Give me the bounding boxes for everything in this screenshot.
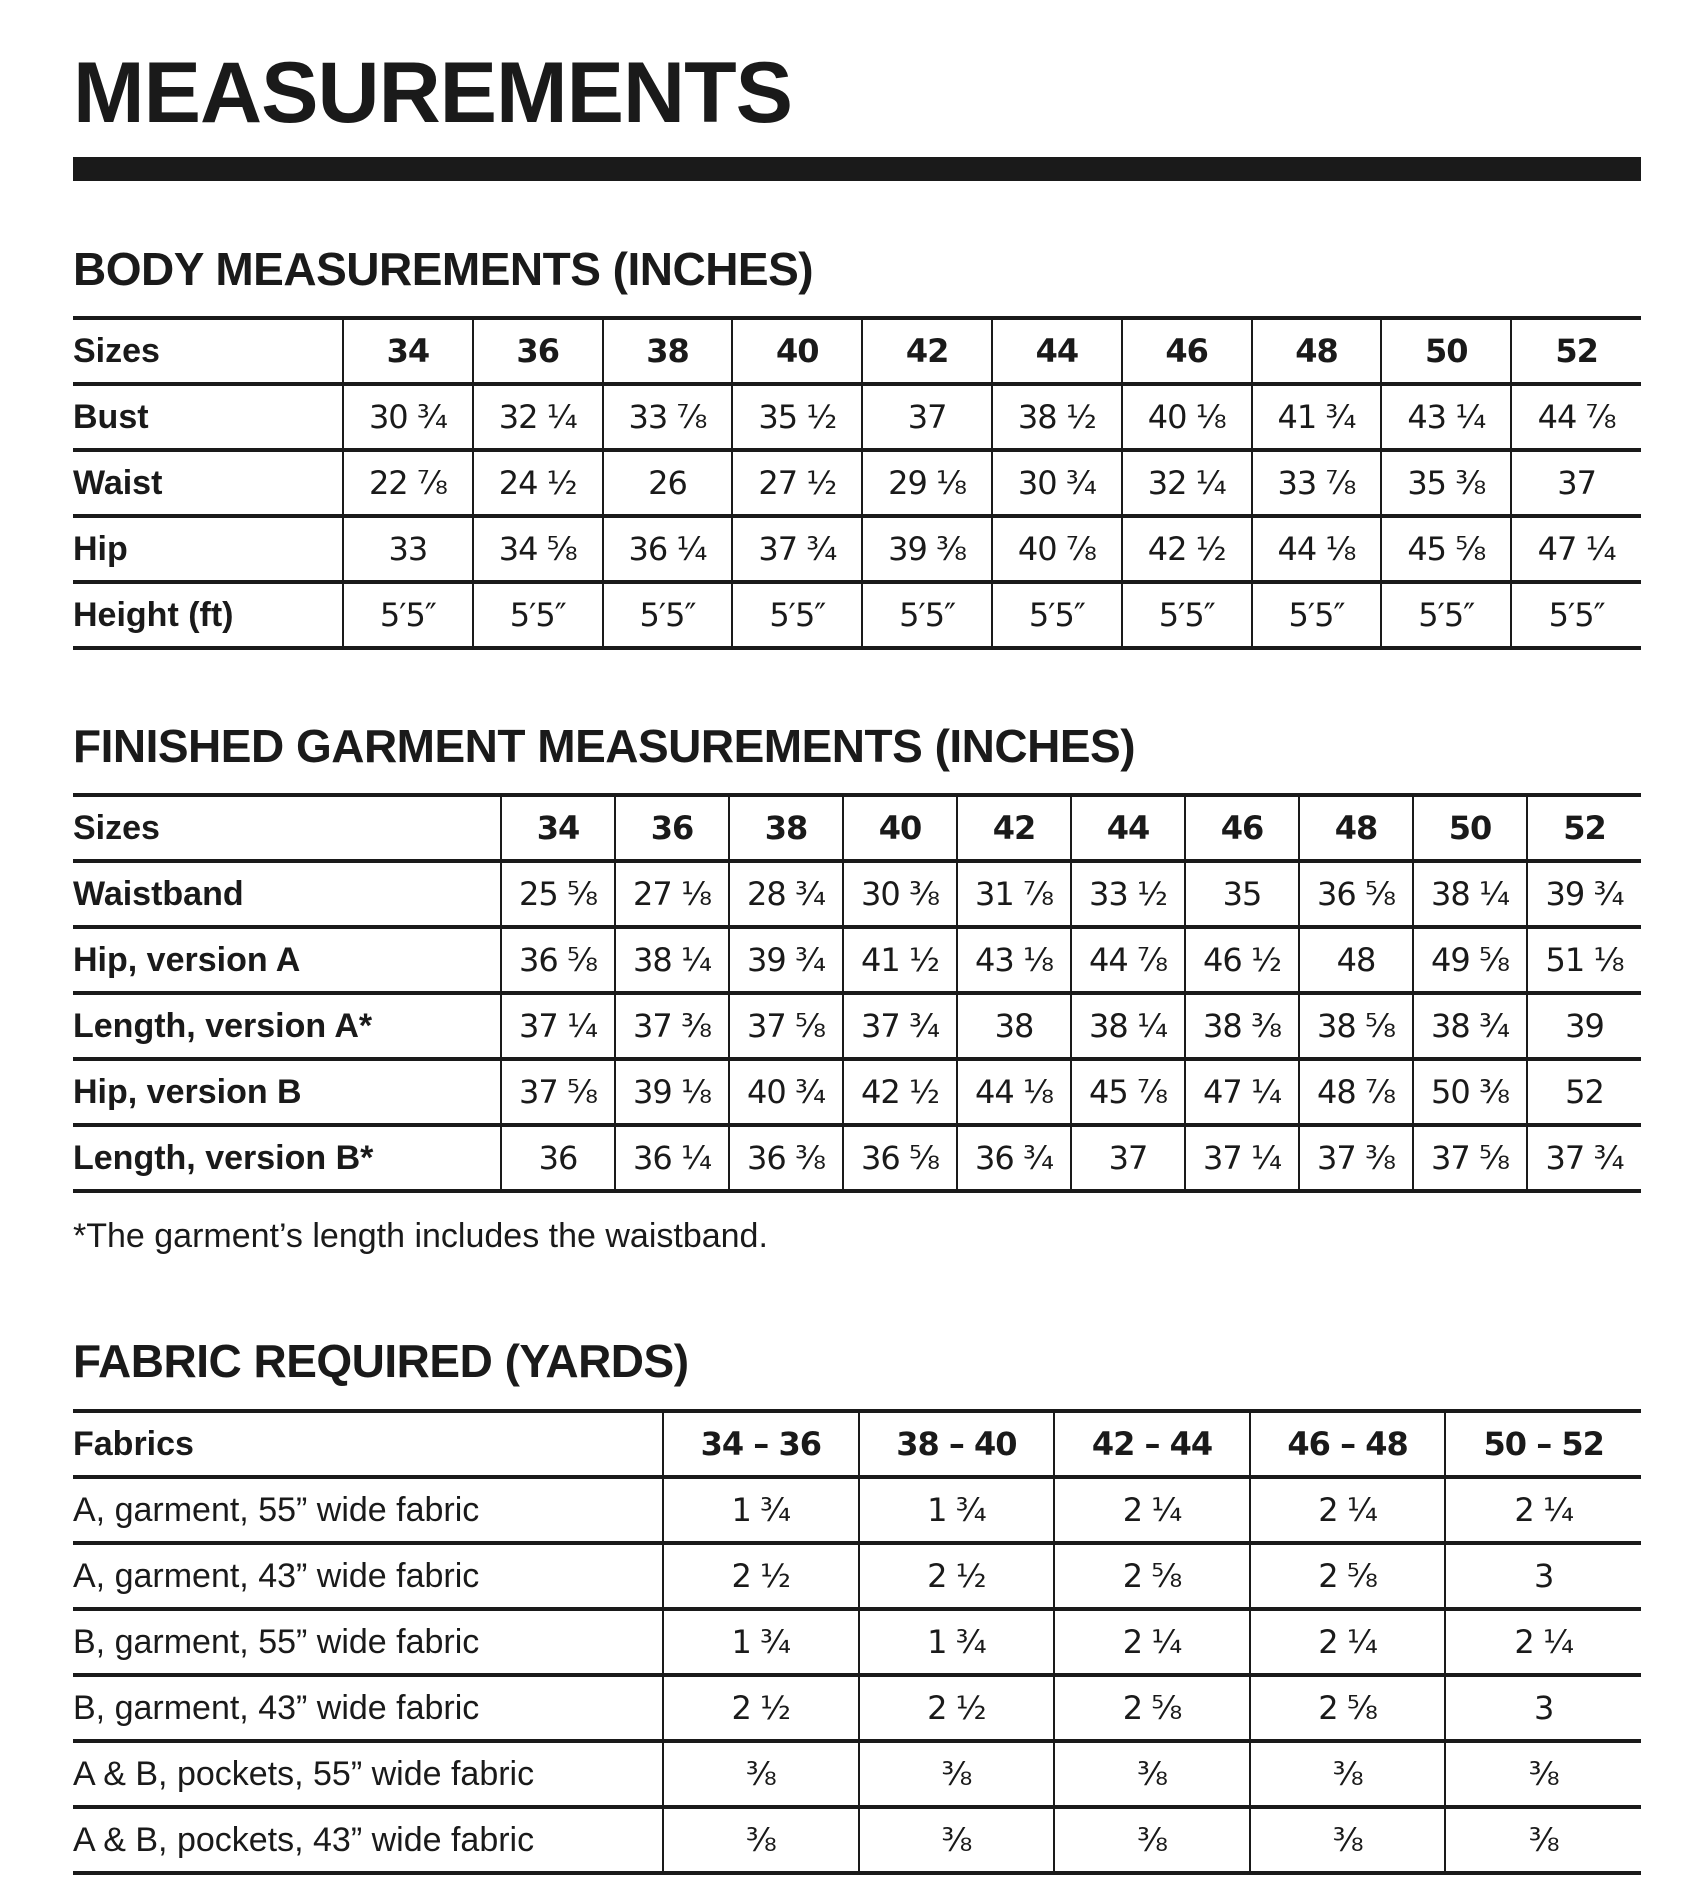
table-cell: 39 ⅜ [862, 516, 992, 582]
table-cell: 45 ⅝ [1381, 516, 1511, 582]
table-cell: 3 [1445, 1543, 1641, 1609]
row-label: Length, version B* [73, 1125, 501, 1191]
table-cell: 31 ⅞ [957, 861, 1071, 927]
table-cell: 1 ¾ [859, 1609, 1055, 1675]
table-cell: 43 ¼ [1381, 384, 1511, 450]
row-label: A, garment, 55” wide fabric [73, 1477, 663, 1543]
table-cell: 38 ¾ [1413, 993, 1527, 1059]
table-cell: 33 ½ [1071, 861, 1185, 927]
column-header: 50 [1381, 318, 1511, 384]
table-row [73, 1125, 1641, 1191]
title-divider [73, 157, 1641, 181]
table-cell: 27 ½ [732, 450, 862, 516]
table-cell: 36 ¼ [603, 516, 733, 582]
table-cell: 2 ½ [663, 1543, 859, 1609]
column-header: 52 [1527, 795, 1641, 861]
table-row [73, 1741, 1641, 1807]
body-measurements-heading: BODY MEASUREMENTS (INCHES) [73, 243, 814, 295]
table-cell: ⅜ [663, 1807, 859, 1873]
table-cell: 42 ½ [1122, 516, 1252, 582]
table-cell: 37 [862, 384, 992, 450]
table-cell: 47 ¼ [1511, 516, 1641, 582]
row-label: Waist [73, 450, 343, 516]
table-cell: 37 ⅝ [1413, 1125, 1527, 1191]
table-cell: 32 ¼ [1122, 450, 1252, 516]
table-cell: 22 ⅞ [343, 450, 473, 516]
fabric-required-heading: FABRIC REQUIRED (YARDS) [73, 1335, 689, 1387]
table-cell: 32 ¼ [473, 384, 603, 450]
table-cell: ⅜ [1054, 1807, 1250, 1873]
table-cell: 37 [1511, 450, 1641, 516]
table-cell: 51 ⅛ [1527, 927, 1641, 993]
table-cell: 37 ¼ [1185, 1125, 1299, 1191]
row-label: Height (ft) [73, 582, 343, 648]
table-cell: ⅜ [663, 1741, 859, 1807]
table-cell: 38 ¼ [1071, 993, 1185, 1059]
header-row [73, 795, 1641, 861]
table-row [73, 1675, 1641, 1741]
table-cell: 41 ¾ [1252, 384, 1382, 450]
table-cell: 2 ½ [859, 1675, 1055, 1741]
table-cell: 39 ¾ [1527, 861, 1641, 927]
table-cell: 52 [1527, 1059, 1641, 1125]
table-cell: 5′5″ [473, 582, 603, 648]
table-cell: 39 ⅛ [615, 1059, 729, 1125]
column-header: 34 – 36 [663, 1411, 859, 1477]
table-cell: 5′5″ [343, 582, 473, 648]
table-cell: 36 ⅜ [729, 1125, 843, 1191]
column-header: 46 – 48 [1250, 1411, 1446, 1477]
column-header-label: Sizes [73, 795, 501, 861]
column-header: 36 [473, 318, 603, 384]
table-cell: 35 ½ [732, 384, 862, 450]
table-cell: 5′5″ [732, 582, 862, 648]
table-cell: 37 ⅝ [501, 1059, 615, 1125]
row-label: A, garment, 43” wide fabric [73, 1543, 663, 1609]
column-header-label: Sizes [73, 318, 343, 384]
table-cell: 27 ⅛ [615, 861, 729, 927]
table-cell: ⅜ [859, 1741, 1055, 1807]
table-row [73, 1543, 1641, 1609]
column-header: 38 [603, 318, 733, 384]
table-cell: 37 ⅜ [615, 993, 729, 1059]
table-cell: 5′5″ [1252, 582, 1382, 648]
table-cell: 2 ¼ [1250, 1477, 1446, 1543]
table-cell: 45 ⅞ [1071, 1059, 1185, 1125]
column-header: 50 – 52 [1445, 1411, 1641, 1477]
table-row [73, 993, 1641, 1059]
table-cell: 38 ½ [992, 384, 1122, 450]
table-cell: 2 ½ [663, 1675, 859, 1741]
column-header: 42 – 44 [1054, 1411, 1250, 1477]
column-header: 46 [1122, 318, 1252, 384]
table-cell: 47 ¼ [1185, 1059, 1299, 1125]
table-cell: 26 [603, 450, 733, 516]
row-label: Hip [73, 516, 343, 582]
table-cell: 5′5″ [992, 582, 1122, 648]
table-cell: 28 ¾ [729, 861, 843, 927]
column-header: 40 [732, 318, 862, 384]
table-cell: 38 ⅝ [1299, 993, 1413, 1059]
table-cell: 50 ⅜ [1413, 1059, 1527, 1125]
table-cell: 2 ½ [859, 1543, 1055, 1609]
table-cell: 2 ⅝ [1250, 1543, 1446, 1609]
table-cell: ⅜ [1445, 1807, 1641, 1873]
column-header: 48 [1252, 318, 1382, 384]
table-cell: 44 ⅞ [1071, 927, 1185, 993]
column-header: 36 [615, 795, 729, 861]
table-cell: ⅜ [1445, 1741, 1641, 1807]
row-label: Hip, version B [73, 1059, 501, 1125]
column-header: 44 [992, 318, 1122, 384]
table-cell: 41 ½ [843, 927, 957, 993]
column-header-label: Fabrics [73, 1411, 663, 1477]
column-header: 44 [1071, 795, 1185, 861]
table-row [73, 1059, 1641, 1125]
table-cell: 36 ⅝ [501, 927, 615, 993]
table-row [73, 384, 1641, 450]
row-label: Bust [73, 384, 343, 450]
table-cell: 36 ¼ [615, 1125, 729, 1191]
column-header: 40 [843, 795, 957, 861]
table-row [73, 450, 1641, 516]
column-header: 34 [501, 795, 615, 861]
table-cell: 37 ¼ [501, 993, 615, 1059]
table-cell: 37 ¾ [843, 993, 957, 1059]
body-measurements-table [73, 316, 1641, 650]
table-cell: ⅜ [1250, 1741, 1446, 1807]
row-label: B, garment, 55” wide fabric [73, 1609, 663, 1675]
column-header: 46 [1185, 795, 1299, 861]
column-header: 52 [1511, 318, 1641, 384]
table-cell: 33 [343, 516, 473, 582]
table-cell: 38 [957, 993, 1071, 1059]
table-cell: 34 ⅝ [473, 516, 603, 582]
table-row [73, 1609, 1641, 1675]
table-cell: 30 ¾ [343, 384, 473, 450]
table-cell: 42 ½ [843, 1059, 957, 1125]
table-cell: 2 ⅝ [1054, 1543, 1250, 1609]
table-cell: 37 [1071, 1125, 1185, 1191]
table-cell: 36 ⅝ [1299, 861, 1413, 927]
table-cell: 36 ¾ [957, 1125, 1071, 1191]
table-cell: 30 ¾ [992, 450, 1122, 516]
table-cell: 30 ⅜ [843, 861, 957, 927]
header-row [73, 318, 1641, 384]
table-cell: 2 ¼ [1445, 1477, 1641, 1543]
table-cell: 48 ⅞ [1299, 1059, 1413, 1125]
table-row [73, 1807, 1641, 1873]
fabric-required-table [73, 1409, 1641, 1875]
table-cell: 1 ¾ [663, 1609, 859, 1675]
table-row [73, 516, 1641, 582]
table-cell: 49 ⅝ [1413, 927, 1527, 993]
table-cell: 1 ¾ [663, 1477, 859, 1543]
header-row [73, 1411, 1641, 1477]
table-cell: ⅜ [1250, 1807, 1446, 1873]
row-label: Hip, version A [73, 927, 501, 993]
table-cell: 44 ⅛ [957, 1059, 1071, 1125]
table-row [73, 861, 1641, 927]
column-header: 42 [957, 795, 1071, 861]
table-cell: 36 [501, 1125, 615, 1191]
table-cell: 44 ⅛ [1252, 516, 1382, 582]
table-cell: 3 [1445, 1675, 1641, 1741]
table-cell: 24 ½ [473, 450, 603, 516]
column-header: 48 [1299, 795, 1413, 861]
table-cell: 2 ¼ [1054, 1477, 1250, 1543]
garment-measurements-heading: FINISHED GARMENT MEASUREMENTS (INCHES) [73, 720, 1136, 772]
table-cell: ⅜ [859, 1807, 1055, 1873]
table-cell: 37 ¾ [732, 516, 862, 582]
row-label: Waistband [73, 861, 501, 927]
row-label: B, garment, 43” wide fabric [73, 1675, 663, 1741]
table-cell: 40 ¾ [729, 1059, 843, 1125]
column-header: 50 [1413, 795, 1527, 861]
table-cell: 5′5″ [1511, 582, 1641, 648]
table-cell: 39 [1527, 993, 1641, 1059]
column-header: 38 – 40 [859, 1411, 1055, 1477]
garment-measurements-table [73, 793, 1641, 1193]
table-cell: 37 ¾ [1527, 1125, 1641, 1191]
page-title: MEASUREMENTS [73, 45, 793, 141]
table-row [73, 927, 1641, 993]
table-cell: 48 [1299, 927, 1413, 993]
table-cell: 46 ½ [1185, 927, 1299, 993]
row-label: Length, version A* [73, 993, 501, 1059]
table-cell: 5′5″ [1381, 582, 1511, 648]
garment-length-footnote: *The garment’s length includes the waistband. [73, 1217, 768, 1255]
table-row [73, 1477, 1641, 1543]
table-cell: 37 ⅝ [729, 993, 843, 1059]
table-cell: 33 ⅞ [603, 384, 733, 450]
table-cell: 36 ⅝ [843, 1125, 957, 1191]
table-cell: 35 [1185, 861, 1299, 927]
table-cell: 38 ¼ [1413, 861, 1527, 927]
table-cell: 33 ⅞ [1252, 450, 1382, 516]
table-cell: 39 ¾ [729, 927, 843, 993]
table-cell: ⅜ [1054, 1741, 1250, 1807]
table-cell: 43 ⅛ [957, 927, 1071, 993]
row-label: A & B, pockets, 55” wide fabric [73, 1741, 663, 1807]
row-label: A & B, pockets, 43” wide fabric [73, 1807, 663, 1873]
table-cell: 5′5″ [862, 582, 992, 648]
table-cell: 38 ¼ [615, 927, 729, 993]
table-cell: 5′5″ [1122, 582, 1252, 648]
table-cell: 44 ⅞ [1511, 384, 1641, 450]
table-cell: 5′5″ [603, 582, 733, 648]
table-cell: 1 ¾ [859, 1477, 1055, 1543]
table-cell: 40 ⅛ [1122, 384, 1252, 450]
column-header: 34 [343, 318, 473, 384]
table-cell: 29 ⅛ [862, 450, 992, 516]
table-cell: 38 ⅜ [1185, 993, 1299, 1059]
table-row [73, 582, 1641, 648]
table-cell: 2 ⅝ [1054, 1675, 1250, 1741]
table-cell: 2 ¼ [1054, 1609, 1250, 1675]
table-cell: 35 ⅜ [1381, 450, 1511, 516]
table-cell: 2 ¼ [1445, 1609, 1641, 1675]
table-cell: 37 ⅜ [1299, 1125, 1413, 1191]
table-cell: 40 ⅞ [992, 516, 1122, 582]
table-cell: 2 ¼ [1250, 1609, 1446, 1675]
table-cell: 2 ⅝ [1250, 1675, 1446, 1741]
table-cell: 25 ⅝ [501, 861, 615, 927]
column-header: 38 [729, 795, 843, 861]
column-header: 42 [862, 318, 992, 384]
